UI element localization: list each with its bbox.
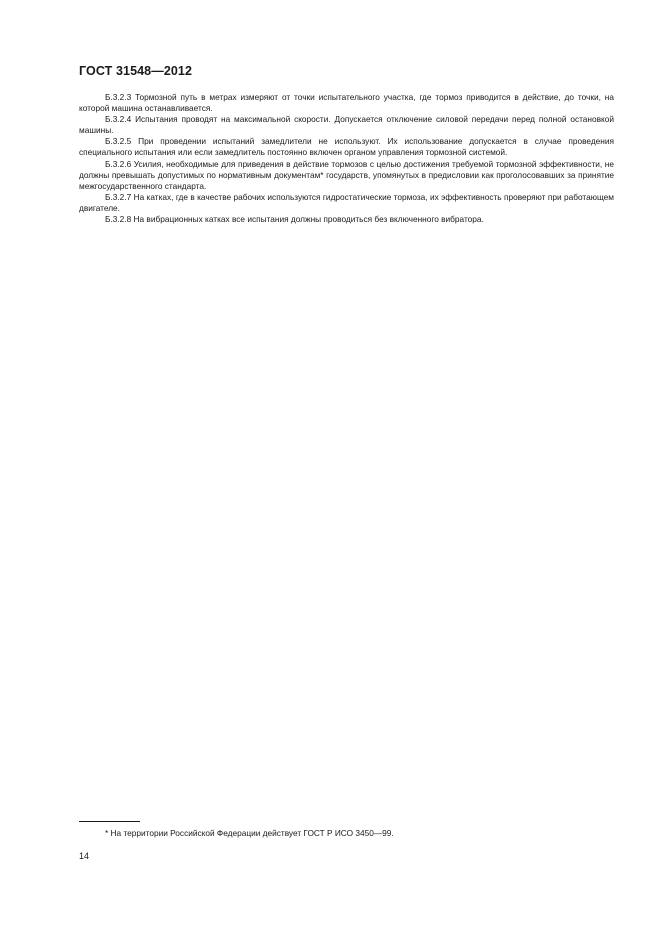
page-number: 14: [79, 851, 90, 861]
paragraph-b3-2-5: Б.3.2.5 При проведении испытаний замедлители не используют. Их использование допускается в случае проведения специального испытания или если замедлитель постоянно включен органом управления тормозной системой.: [79, 136, 614, 158]
footnote: * На территории Российской Федерации действует ГОСТ Р ИСО 3450—99.: [105, 828, 394, 838]
page-header-title: ГОСТ 31548—2012: [79, 64, 193, 78]
paragraph-b3-2-8: Б.3.2.8 На вибрационных катках все испытания должны проводиться без включенного вибратора.: [105, 214, 484, 225]
paragraph-b3-2-3: Б.3.2.3 Тормозной путь в метрах измеряют от точки испытательного участка, где тормоз приводится в действие, до точки, на которой машина останавливается.: [79, 92, 614, 114]
paragraph-b3-2-4: Б.3.2.4 Испытания проводят на максимальной скорости. Допускается отключение силовой передачи перед полной остановкой машины.: [79, 114, 614, 136]
body-text: [79, 92, 614, 225]
paragraph-b3-2-6: Б.3.2.6 Усилия, необходимые для приведения в действие тормозов с целью достижения требуемой тормозной эффективности, не должны превышать допустимых по нормативным документам* государств, упомянутых в предисловии как проголосовавших за принятие межгосударственного стандарта.: [79, 158, 614, 191]
footnote-divider: [79, 821, 140, 822]
paragraph-b3-2-7: Б.3.2.7 На катках, где в качестве рабочих используются гидростатические тормоза, их эффективность проверяют при работающем двигателе.: [79, 191, 614, 213]
